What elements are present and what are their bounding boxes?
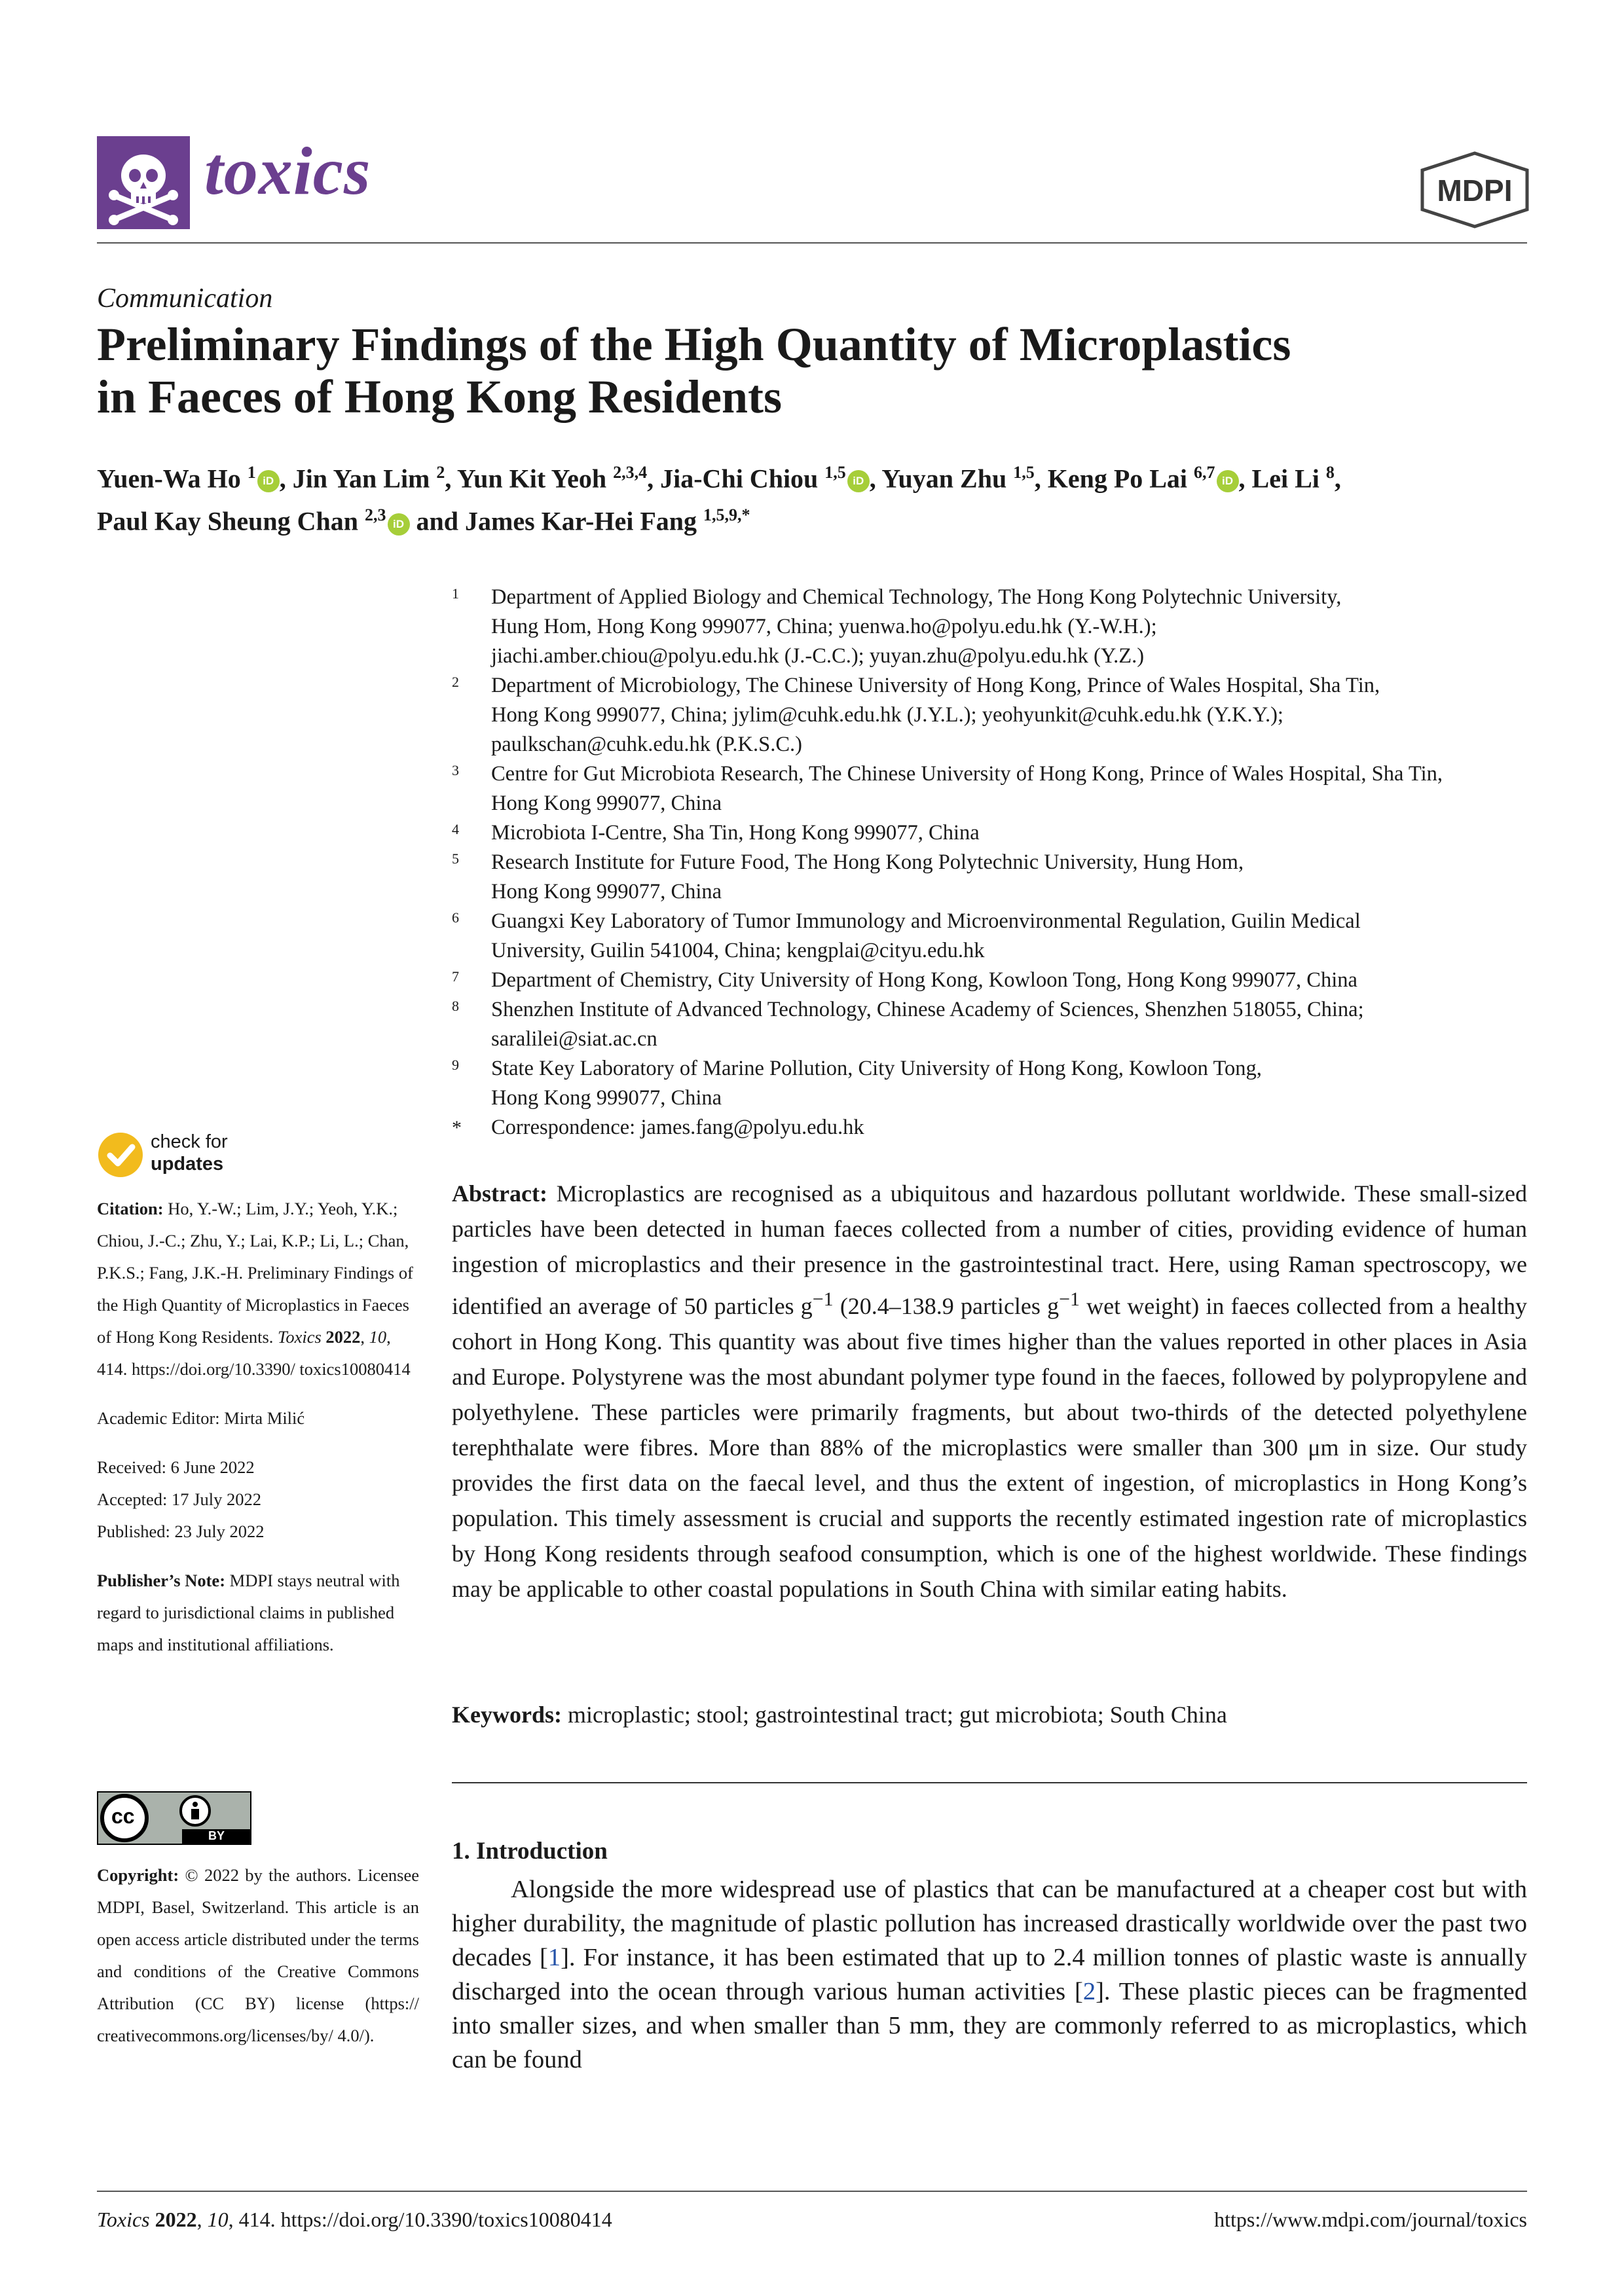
academic-editor: Academic Editor: Mirta Milić xyxy=(97,1408,305,1428)
citation-label: Citation: xyxy=(97,1199,164,1218)
affiliation-line: Correspondence: james.fang@polyu.edu.hk xyxy=(491,1116,864,1139)
footer-volume: 10 xyxy=(207,2208,229,2231)
author-affiliation-marker: 1,5 xyxy=(824,463,846,482)
sidebar-info xyxy=(97,1193,419,1661)
intro-text-c: ]. These plastic pieces can be fragmented into smaller sizes, and when smaller than 5 mm, they are commonly referred to as microplastics, which can be found xyxy=(452,1978,1528,2073)
affiliation-line: jiachi.amber.chiou@polyu.edu.hk (J.-C.C.); yuyan.zhu@polyu.edu.hk (Y.Z.) xyxy=(491,644,1145,668)
affiliation-item xyxy=(452,583,1527,671)
publisher-note xyxy=(97,1565,419,1661)
citation-journal: Toxics xyxy=(278,1327,322,1347)
copyright-label: Copyright: xyxy=(97,1865,179,1885)
abstract-text-a: Microplastics are recognised as a ubiquitous and hazardous pollutant worldwide. These small-sized particles have been detected in human faeces collected from a number of cities, providing evidence of human ingestion of microplastics and their presence in the gastrointestinal tract. Here, using Raman spectroscopy, we identified an average of 50 particles g xyxy=(452,1180,1527,1319)
intro-text-a: Alongside the more widespread use of plastics that can be manufactured at a cheaper cost but with higher durability, the magnitude of plastic pollution has increased drastically worldwide over the past two decades [ xyxy=(452,1876,1527,1971)
author-name: Jin Yan Lim xyxy=(292,464,430,494)
orcid-icon[interactable]: iD xyxy=(1217,470,1239,492)
unit-superscript: −1 xyxy=(812,1288,834,1310)
affiliation-line: Department of Chemistry, City University of Hong Kong, Kowloon Tong, Hong Kong 999077, China xyxy=(491,968,1357,992)
updates-label: updates xyxy=(151,1154,224,1175)
affiliation-number: 8 xyxy=(452,998,459,1014)
publisher-name: MDPI xyxy=(1437,173,1513,208)
author-affiliation-marker: 1,5 xyxy=(1013,463,1035,482)
abstract xyxy=(452,1176,1527,1607)
affiliation-line: paulkschan@cuhk.edu.hk (P.K.S.C.) xyxy=(491,733,802,756)
cc-label: cc xyxy=(111,1804,135,1828)
footer-journal-url[interactable]: https://www.mdpi.com/journal/toxics xyxy=(1214,2208,1527,2231)
check-updates-label: check for xyxy=(151,1131,228,1152)
footer-citation: Toxics 2022, 10, 414. https://doi.org/10.3390/toxics10080414 xyxy=(97,2208,612,2231)
check-for-updates-badge[interactable] xyxy=(97,1131,144,1178)
author-list: Yuen-Wa Ho $^1$ iD , Jin Yan Lim $^2$, Yun Kit Yeoh $^{2,3,4}$, Jia-Chi Chiou $^{1,5}$ iD , Yuyan Zhu $^{1,5}$, Keng Po Lai $^{6,7}$ iD , Lei Li $^8$, Paul Kay Sheung Chan $^{2,3}$ iD and James Kar-Hei Fang $^{1,5,9,*}$ xyxy=(97,463,1341,536)
affiliation-item xyxy=(452,907,1527,966)
author-name: Keng Po Lai xyxy=(1047,464,1188,494)
checkmark-icon xyxy=(97,1131,144,1178)
affiliation-number: * xyxy=(452,1117,462,1139)
affiliation-line: Microbiota I-Centre, Sha Tin, Hong Kong 999077, China xyxy=(491,821,980,845)
affiliation-number: 2 xyxy=(452,674,459,690)
affiliation-line: University, Guilin 541004, China; kengplai@cityu.edu.hk xyxy=(491,939,985,962)
author-name: James Kar-Hei Fang xyxy=(465,506,697,536)
orcid-icon[interactable]: iD xyxy=(388,513,410,536)
footer-journal: Toxics xyxy=(97,2208,150,2231)
affiliation-number: 4 xyxy=(452,821,459,837)
author-affiliation-marker: 2 xyxy=(436,463,445,482)
mdpi-logo xyxy=(1416,151,1534,229)
author-name: Yun Kit Yeoh xyxy=(456,464,607,494)
header-divider xyxy=(97,242,1527,244)
affiliation-line: Research Institute for Future Food, The Hong Kong Polytechnic University, Hung Hom, xyxy=(491,850,1244,874)
author-name: Paul Kay Sheung Chan xyxy=(97,506,359,536)
affiliation-number: 1 xyxy=(452,585,459,602)
keywords xyxy=(452,1697,1527,1732)
affiliation-item xyxy=(452,1113,1527,1142)
citation-year: 2022 xyxy=(325,1327,361,1347)
publisher-note-text: MDPI stays neutral with regard to jurisdictional claims in published maps and institutional affiliations. xyxy=(97,1571,400,1654)
author-affiliation-marker: 2,3 xyxy=(365,505,386,525)
citation-volume: 10 xyxy=(369,1327,387,1347)
received-date: Received: 6 June 2022 xyxy=(97,1457,255,1477)
article-type: Communication xyxy=(97,283,273,314)
affiliation-line: Hong Kong 999077, China xyxy=(491,792,722,815)
author-name: Jia-Chi Chiou xyxy=(660,464,819,494)
affiliation-line: Department of Applied Biology and Chemical Technology, The Hong Kong Polytechnic University, xyxy=(491,585,1342,609)
orcid-icon[interactable]: iD xyxy=(847,470,870,492)
affiliation-line: saralilei@siat.ac.cn xyxy=(491,1027,657,1051)
affiliation-line: Hung Hom, Hong Kong 999077, China; yuenwa.ho@polyu.edu.hk (Y.-W.H.); xyxy=(491,615,1157,638)
reference-link[interactable]: 2 xyxy=(1082,1978,1096,2005)
author-affiliation-marker: 2,3,4 xyxy=(613,463,648,482)
affiliation-line: Hong Kong 999077, China; jylim@cuhk.edu.hk (J.Y.L.); yeohyunkit@cuhk.edu.hk (Y.K.Y.); xyxy=(491,703,1283,727)
cc-by-license-badge[interactable] xyxy=(97,1791,251,1845)
affiliation-item xyxy=(452,966,1527,995)
affiliation-item xyxy=(452,818,1527,848)
copyright-text: © 2022 by the authors. Licensee MDPI, Basel, Switzerland. This article is an open access article distributed under the terms and conditions of the Creative Commons Attribution (CC BY) license (https:// creativecommons.org/licenses/by/ 4.0/). xyxy=(97,1865,419,2045)
footer-year: 2022 xyxy=(155,2208,197,2231)
keywords-text: microplastic; stool; gastrointestinal tract; gut microbiota; South China xyxy=(561,1702,1227,1728)
article-title xyxy=(97,318,1527,423)
affiliation-line: Shenzhen Institute of Advanced Technology, Chinese Academy of Sciences, Shenzhen 518055, China; xyxy=(491,998,1364,1021)
author-name: Yuyan Zhu xyxy=(881,464,1007,494)
author-name: Yuen-Wa Ho xyxy=(97,464,241,494)
publisher-note-label: Publisher’s Note: xyxy=(97,1571,226,1590)
affiliation-line: Centre for Gut Microbiota Research, The Chinese University of Hong Kong, Prince of Wales Hospital, Sha Tin, xyxy=(491,762,1443,786)
accepted-date: Accepted: 17 July 2022 xyxy=(97,1489,261,1509)
affiliation-line: State Key Laboratory of Marine Pollution, City University of Hong Kong, Kowloon Tong, xyxy=(491,1057,1262,1080)
author-affiliation-marker: 1,5,9,* xyxy=(703,505,750,525)
orcid-icon[interactable]: iD xyxy=(257,470,280,492)
footer-doi[interactable]: , 414. https://doi.org/10.3390/toxics10080414 xyxy=(228,2208,612,2231)
abstract-label: Abstract: xyxy=(452,1180,547,1207)
section-heading: 1. Introduction xyxy=(452,1838,608,1865)
affiliation-line: Hong Kong 999077, China xyxy=(491,1086,722,1110)
abstract-text-c: wet weight) in faeces collected from a healthy cohort in Hong Kong. This quantity was about five times higher than the values reported in other places in Asia and Europe. Polystyrene was the most abundant polymer type found in the faeces, followed by polypropylene and polyethylene. These particles were primarily fragments, but about two-thirds of the detected polyethylene terephthalate were fibres. More than 88% of the microplastics were smaller than 300 μm in size. Our study provides the first data on the faecal level, and thus the extent of ingestion, of microplastics in Hong Kong’s population. This timely assessment is crucial and supports the recently estimated ingestion rate of microplastics by Hong Kong residents through seafood consumption, which is one of the highest worldwide. These findings may be applicable to other coastal populations in South China with similar eating habits. xyxy=(452,1293,1527,1602)
intro-text-b: ]. For instance, it has been estimated that up to 2.4 million tonnes of plastic waste is annually discharged into the ocean through various human activities [ xyxy=(452,1944,1527,2005)
affiliation-item xyxy=(452,759,1527,818)
title-line-1: Preliminary Findings of the High Quantity of Microplastics xyxy=(97,318,1291,371)
author-name: Lei Li xyxy=(1251,464,1320,494)
affiliation-item xyxy=(452,1054,1527,1113)
affiliation-item xyxy=(452,848,1527,907)
affiliation-line: Guangxi Key Laboratory of Tumor Immunology and Microenvironmental Regulation, Guilin Medical xyxy=(491,909,1361,933)
unit-superscript: −1 xyxy=(1059,1288,1080,1310)
affiliation-number: 7 xyxy=(452,968,459,985)
reference-link[interactable]: 1 xyxy=(547,1944,561,1971)
affiliation-item xyxy=(452,995,1527,1054)
section-divider xyxy=(452,1782,1527,1783)
affiliation-line: Hong Kong 999077, China xyxy=(491,880,722,903)
author-affiliation-marker: 1 xyxy=(247,463,256,482)
citation-text: Ho, Y.-W.; Lim, J.Y.; Yeoh, Y.K.; Chiou, J.-C.; Zhu, Y.; Lai, K.P.; Li, L.; Chan, P.K.S.; Fang, J.K.-H. Preliminary Findings of the High Quantity of Microplastics in Faeces of Hong Kong Residents. xyxy=(97,1199,413,1347)
introduction-paragraph xyxy=(452,1872,1527,2077)
skull-crossbones-icon xyxy=(97,136,190,229)
affiliation-item xyxy=(452,671,1527,759)
keywords-label: Keywords: xyxy=(452,1702,562,1728)
published-date: Published: 23 July 2022 xyxy=(97,1522,265,1541)
citation-doi: , 414. https://doi.org/10.3390/ toxics10080414 xyxy=(97,1327,411,1379)
journal-name: toxics xyxy=(204,134,371,209)
author-affiliation-marker: 6,7 xyxy=(1194,463,1215,482)
footer-divider xyxy=(97,2191,1527,2192)
journal-logo xyxy=(97,136,190,229)
by-label: BY xyxy=(208,1829,225,1842)
affiliation-list xyxy=(452,583,1527,1142)
copyright-notice xyxy=(97,1859,419,2052)
affiliation-number: 5 xyxy=(452,850,459,867)
affiliation-line: Department of Microbiology, The Chinese University of Hong Kong, Prince of Wales Hospital, Sha Tin, xyxy=(491,674,1380,697)
affiliation-number: 6 xyxy=(452,909,459,926)
citation: Citation: Ho, Y.-W.; Lim, J.Y.; Yeoh, Y.K.; Chiou, J.-C.; Zhu, Y.; Lai, K.P.; Li, L.; Chan, P.K.S.; Fang, J.K.-H. Preliminary Findings of the High Quantity of Microplastics in Faeces of Hong Kong Residents. Toxics 2022, 10, 414. https://doi.org/10.3390/ toxics10080414 xyxy=(97,1199,413,1379)
author-affiliation-marker: 8 xyxy=(1325,463,1335,482)
affiliation-number: 9 xyxy=(452,1057,459,1073)
title-line-2: in Faeces of Hong Kong Residents xyxy=(97,371,783,423)
affiliation-number: 3 xyxy=(452,762,459,778)
abstract-text-b: (20.4–138.9 particles g xyxy=(833,1293,1060,1319)
